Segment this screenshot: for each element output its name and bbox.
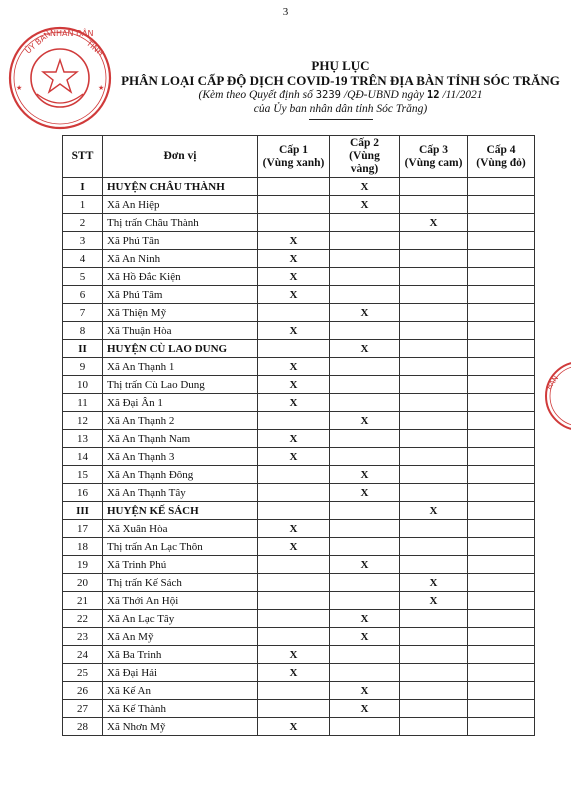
table-header-row [63, 136, 535, 178]
row-stt: 23 [63, 628, 103, 646]
level-4-cell [468, 700, 535, 718]
row-unit: Xã Đại Hải [103, 664, 258, 682]
level-4-cell [468, 556, 535, 574]
table-row [63, 358, 535, 376]
level-3-cell [400, 646, 468, 664]
level-2-mark: X [330, 466, 400, 484]
row-unit: Xã Ba Trinh [103, 646, 258, 664]
header-level-2: Cấp 2 (Vùng vàng) [330, 136, 400, 178]
table-row [63, 394, 535, 412]
row-unit: Thị trấn An Lạc Thôn [103, 538, 258, 556]
row-unit: Xã Thuận Hòa [103, 322, 258, 340]
level-4-cell [468, 538, 535, 556]
table-row [63, 556, 535, 574]
level-4-cell [468, 682, 535, 700]
level-3-cell [400, 664, 468, 682]
level-4-cell [468, 448, 535, 466]
level-3-cell [400, 232, 468, 250]
level-4-cell [468, 646, 535, 664]
level-1-cell [258, 466, 330, 484]
row-stt: 5 [63, 268, 103, 286]
partial-seal-icon [540, 356, 571, 436]
level-3-cell [400, 250, 468, 268]
level-1-mark: X [258, 664, 330, 682]
level-1-mark: X [258, 538, 330, 556]
level-2-mark: X [330, 700, 400, 718]
level-2-mark: X [330, 178, 400, 196]
level-1-mark: X [258, 376, 330, 394]
level-1-mark: X [258, 646, 330, 664]
row-stt: 13 [63, 430, 103, 448]
level-1-cell [258, 502, 330, 520]
level-1-mark: X [258, 718, 330, 736]
level-2-mark: X [330, 628, 400, 646]
level-2-mark: X [330, 484, 400, 502]
row-unit: Xã Phú Tân [103, 232, 258, 250]
level-2-mark: X [330, 556, 400, 574]
level-4-cell [468, 196, 535, 214]
row-stt: 18 [63, 538, 103, 556]
level-4-cell [468, 304, 535, 322]
row-stt: 26 [63, 682, 103, 700]
level-1-mark: X [258, 268, 330, 286]
level-1-cell [258, 484, 330, 502]
annex-subtitle: PHÂN LOẠI CẤP ĐỘ DỊCH COVID-19 TRÊN ĐỊA BÀN TỈNH SÓC TRĂNG [121, 73, 560, 88]
level-3-cell [400, 376, 468, 394]
row-unit: Xã An Lạc Tây [103, 610, 258, 628]
level-2-mark: X [330, 196, 400, 214]
row-unit: Xã Thới An Hội [103, 592, 258, 610]
table-row [63, 214, 535, 232]
level-3-cell [400, 268, 468, 286]
row-unit: Xã An Mỹ [103, 628, 258, 646]
covid-level-table [62, 135, 535, 736]
level-3-cell [400, 466, 468, 484]
level-3-cell [400, 448, 468, 466]
row-stt: 25 [63, 664, 103, 682]
row-stt: II [63, 340, 103, 358]
level-2-cell [330, 286, 400, 304]
level-2-cell [330, 520, 400, 538]
table-row [63, 286, 535, 304]
decision-number: 3239 [315, 89, 341, 101]
page-number: 3 [282, 6, 289, 18]
level-4-cell [468, 340, 535, 358]
row-unit: Xã Nhơn Mỹ [103, 718, 258, 736]
row-stt: 2 [63, 214, 103, 232]
level-4-cell [468, 466, 535, 484]
row-unit: Xã Kế Thành [103, 700, 258, 718]
level-3-cell [400, 322, 468, 340]
svg-text:TỈNH: TỈNH [84, 38, 106, 58]
level-4-cell [468, 430, 535, 448]
level-4-cell [468, 412, 535, 430]
ref-mid: /QĐ-UBND ngày [343, 89, 425, 101]
level-4-cell [468, 628, 535, 646]
header-divider [309, 119, 373, 120]
level-2-cell [330, 214, 400, 232]
table-row [63, 268, 535, 286]
level-1-cell [258, 304, 330, 322]
row-stt: 16 [63, 484, 103, 502]
level-3-cell [400, 538, 468, 556]
level-2-cell [330, 646, 400, 664]
table-row [63, 682, 535, 700]
level-2-cell [330, 394, 400, 412]
level-4-cell [468, 178, 535, 196]
level-1-mark: X [258, 430, 330, 448]
table-row [63, 466, 535, 484]
level-1-mark: X [258, 448, 330, 466]
level-3-mark: X [400, 574, 468, 592]
table-row [63, 430, 535, 448]
row-stt: III [63, 502, 103, 520]
table-row [63, 646, 535, 664]
header-level-4: Cấp 4 (Vùng đỏ) [468, 136, 535, 178]
level-4-cell [468, 484, 535, 502]
level-4-cell [468, 394, 535, 412]
row-unit: Xã An Thạnh 2 [103, 412, 258, 430]
svg-text:★: ★ [98, 84, 105, 92]
level-3-cell [400, 412, 468, 430]
level-1-cell [258, 592, 330, 610]
level-2-cell [330, 718, 400, 736]
decision-date: /11/2021 [442, 89, 483, 101]
decision-reference [110, 88, 571, 102]
row-unit: HUYỆN CHÂU THÀNH [103, 178, 258, 196]
row-unit: Xã Hồ Đắc Kiện [103, 268, 258, 286]
row-stt: 7 [63, 304, 103, 322]
level-3-cell [400, 358, 468, 376]
level-3-cell [400, 286, 468, 304]
table-row [63, 574, 535, 592]
level-2-cell [330, 664, 400, 682]
row-unit: Xã Kế An [103, 682, 258, 700]
level-2-cell [330, 430, 400, 448]
row-unit: Xã An Thạnh 3 [103, 448, 258, 466]
level-1-cell [258, 628, 330, 646]
table-row [63, 700, 535, 718]
level-1-cell [258, 214, 330, 232]
level-3-cell [400, 304, 468, 322]
level-1-cell [258, 574, 330, 592]
row-unit: Thị trấn Kế Sách [103, 574, 258, 592]
table-row [63, 538, 535, 556]
row-stt: 9 [63, 358, 103, 376]
table-group-row [63, 502, 535, 520]
header-level-1: Cấp 1 (Vùng xanh) [258, 136, 330, 178]
level-1-mark: X [258, 394, 330, 412]
row-stt: 12 [63, 412, 103, 430]
table-row [63, 196, 535, 214]
svg-text:NHÂN DÂN: NHÂN DÂN [50, 29, 94, 38]
row-unit: Xã An Ninh [103, 250, 258, 268]
table-row [63, 232, 535, 250]
level-1-cell [258, 700, 330, 718]
row-unit: Xã Xuân Hòa [103, 520, 258, 538]
level-1-cell [258, 196, 330, 214]
level-1-cell [258, 412, 330, 430]
level-3-cell [400, 394, 468, 412]
level-2-cell [330, 592, 400, 610]
row-unit: Xã An Hiệp [103, 196, 258, 214]
svg-text:ỦY BAN: ỦY BAN [23, 29, 53, 56]
header-level-3: Cấp 3 (Vùng cam) [400, 136, 468, 178]
row-unit: Thị trấn Châu Thành [103, 214, 258, 232]
level-3-cell [400, 718, 468, 736]
level-2-mark: X [330, 610, 400, 628]
row-stt: 22 [63, 610, 103, 628]
level-1-mark: X [258, 322, 330, 340]
level-1-mark: X [258, 250, 330, 268]
level-4-cell [468, 592, 535, 610]
row-stt: 3 [63, 232, 103, 250]
row-stt: 4 [63, 250, 103, 268]
level-2-cell [330, 232, 400, 250]
level-4-cell [468, 358, 535, 376]
row-unit: HUYỆN CÙ LAO DUNG [103, 340, 258, 358]
official-seal-icon [6, 24, 114, 132]
row-unit: Xã Thiện Mỹ [103, 304, 258, 322]
row-stt: I [63, 178, 103, 196]
row-unit: Xã An Thạnh Nam [103, 430, 258, 448]
level-1-cell [258, 340, 330, 358]
level-2-cell [330, 448, 400, 466]
ref-prefix: (Kèm theo Quyết định số [198, 89, 313, 101]
level-1-cell [258, 178, 330, 196]
row-stt: 11 [63, 394, 103, 412]
table-row [63, 304, 535, 322]
table-row [63, 376, 535, 394]
level-4-cell [468, 664, 535, 682]
row-stt: 8 [63, 322, 103, 340]
level-2-cell [330, 250, 400, 268]
row-stt: 27 [63, 700, 103, 718]
level-3-cell [400, 628, 468, 646]
level-4-cell [468, 610, 535, 628]
level-4-cell [468, 574, 535, 592]
level-2-cell [330, 538, 400, 556]
row-stt: 1 [63, 196, 103, 214]
level-2-mark: X [330, 682, 400, 700]
level-3-cell [400, 610, 468, 628]
level-2-cell [330, 358, 400, 376]
row-stt: 15 [63, 466, 103, 484]
level-4-cell [468, 286, 535, 304]
level-1-cell [258, 682, 330, 700]
table-row [63, 664, 535, 682]
level-2-cell [330, 502, 400, 520]
header-stt: STT [63, 136, 103, 178]
row-unit: Xã Đại Ân 1 [103, 394, 258, 412]
row-stt: 14 [63, 448, 103, 466]
level-3-cell [400, 340, 468, 358]
decision-day: 12 [426, 89, 440, 101]
row-unit: Thị trấn Cù Lao Dung [103, 376, 258, 394]
row-unit: Xã An Thạnh Tây [103, 484, 258, 502]
table-row [63, 718, 535, 736]
table-group-row [63, 340, 535, 358]
level-4-cell [468, 502, 535, 520]
annex-title: PHỤ LỤC [311, 58, 370, 73]
table-row [63, 592, 535, 610]
table-row [63, 250, 535, 268]
table-row [63, 520, 535, 538]
level-2-cell [330, 574, 400, 592]
level-2-mark: X [330, 304, 400, 322]
table-row [63, 322, 535, 340]
row-unit: Xã An Thạnh Đông [103, 466, 258, 484]
level-3-cell [400, 682, 468, 700]
table-row [63, 628, 535, 646]
level-4-cell [468, 520, 535, 538]
level-4-cell [468, 250, 535, 268]
level-3-mark: X [400, 502, 468, 520]
level-1-cell [258, 610, 330, 628]
level-2-mark: X [330, 340, 400, 358]
level-3-cell [400, 484, 468, 502]
row-stt: 19 [63, 556, 103, 574]
level-4-cell [468, 214, 535, 232]
level-1-mark: X [258, 286, 330, 304]
level-3-cell [400, 700, 468, 718]
row-unit: Xã An Thạnh 1 [103, 358, 258, 376]
level-1-mark: X [258, 520, 330, 538]
level-3-mark: X [400, 592, 468, 610]
level-2-cell [330, 322, 400, 340]
level-4-cell [468, 322, 535, 340]
row-stt: 24 [63, 646, 103, 664]
level-3-cell [400, 178, 468, 196]
level-2-cell [330, 376, 400, 394]
level-3-cell [400, 520, 468, 538]
row-stt: 10 [63, 376, 103, 394]
row-unit: HUYỆN KẾ SÁCH [103, 502, 258, 520]
level-3-cell [400, 430, 468, 448]
table-row [63, 412, 535, 430]
level-4-cell [468, 232, 535, 250]
level-4-cell [468, 376, 535, 394]
row-stt: 21 [63, 592, 103, 610]
level-2-mark: X [330, 412, 400, 430]
svg-text:★: ★ [16, 84, 23, 92]
level-2-cell [330, 268, 400, 286]
level-4-cell [468, 718, 535, 736]
row-stt: 6 [63, 286, 103, 304]
table-row [63, 484, 535, 502]
level-3-cell [400, 196, 468, 214]
header-unit: Đơn vị [103, 136, 258, 178]
table-row [63, 448, 535, 466]
row-stt: 17 [63, 520, 103, 538]
row-stt: 20 [63, 574, 103, 592]
row-stt: 28 [63, 718, 103, 736]
document-header [110, 58, 571, 120]
issuing-authority: của Ủy ban nhân dân tỉnh Sóc Trăng) [253, 103, 428, 115]
level-3-mark: X [400, 214, 468, 232]
table-group-row [63, 178, 535, 196]
level-3-cell [400, 556, 468, 574]
level-1-mark: X [258, 232, 330, 250]
level-4-cell [468, 268, 535, 286]
row-unit: Xã Trinh Phú [103, 556, 258, 574]
level-1-mark: X [258, 358, 330, 376]
table-row [63, 610, 535, 628]
level-1-cell [258, 556, 330, 574]
row-unit: Xã Phú Tâm [103, 286, 258, 304]
svg-text:BAN: BAN [545, 374, 561, 392]
